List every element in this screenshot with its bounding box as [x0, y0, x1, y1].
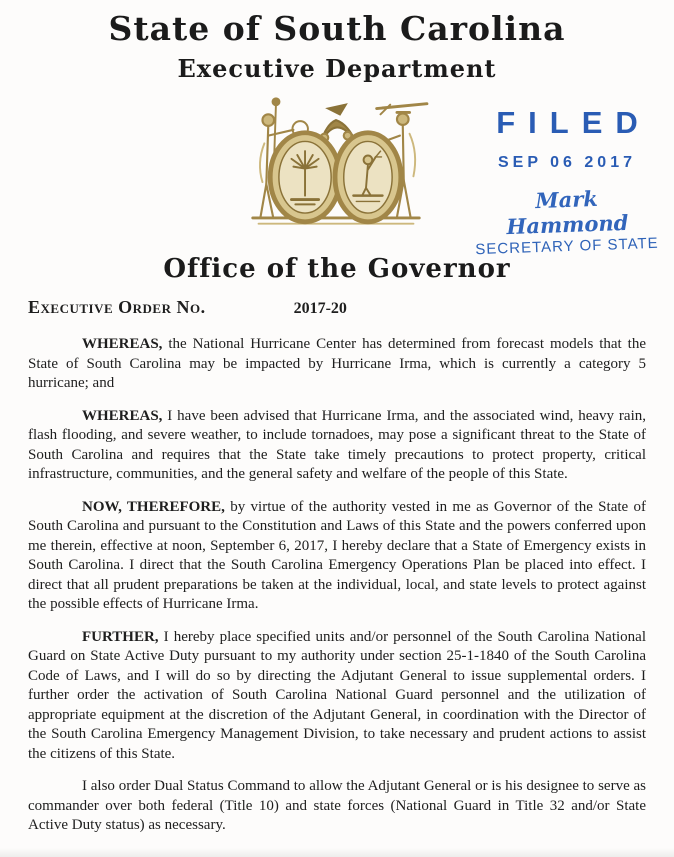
paragraph-text: the National Hurricane Center has determined from forecast models that the State of South Carolina may be impacted by Hurricane Irma, which is currently a category 5 hurricane; and — [28, 336, 646, 391]
document-subtitle: Executive Department — [177, 54, 497, 83]
paragraph-whereas-1 — [28, 335, 646, 394]
filed-stamp-text: FILED — [496, 105, 651, 140]
state-coat-of-arms-icon — [238, 95, 434, 245]
document-title: State of South Carolina — [108, 9, 566, 48]
paragraph-dual-status — [28, 777, 646, 836]
paragraph-lead: FURTHER, — [82, 628, 159, 645]
order-number-line — [0, 297, 674, 318]
order-number: 2017-20 — [293, 300, 347, 317]
filed-stamp — [472, 105, 662, 259]
paragraph-whereas-2 — [28, 407, 646, 485]
paragraph-lead: NOW, THEREFORE, — [82, 498, 225, 515]
paragraph-text: by virtue of the authority vested in me as Governor of the State of South Carolina and pursuant to the Constitution and Laws of this State and the powers conferred upon me therein, effective at noon, September 6, 2017, I hereby declare that a State of Emergency exists in South Carolina. I direct that the South Carolina Emergency Operations Plan be placed into effect. I direct that all prudent preparations be taken at the individual, local, and state levels to protect against the possible effects of Hurricane Irma. — [28, 498, 646, 612]
paragraph-text: I also order Dual Status Command to allow the Adjutant General or is his designee to serve as commander over both federal (Title 10) and state forces (National Guard in Title 32 and/or State Active Duty status) as necessary. — [28, 778, 646, 833]
paragraph-text: I have been advised that Hurricane Irma, and the associated wind, heavy rain, flash flooding, and severe weather, to include tornadoes, may pose a significant threat to the State of South Carolina and requires that the State take timely precautions to protect property, critical infrastructure, communities, and the general safety and welfare of the people of this State. — [28, 407, 646, 482]
order-label: Executive Order No. — [28, 297, 206, 317]
filed-stamp-date: SEP 06 2017 — [497, 154, 636, 171]
paragraph-further — [28, 628, 646, 765]
paragraph-lead: WHEREAS, — [82, 407, 163, 424]
office-of-governor-title: Office of the Governor — [163, 254, 511, 284]
paragraph-now-therefore — [28, 498, 646, 615]
order-body — [0, 335, 674, 836]
seal-and-stamp-row — [0, 89, 674, 259]
secretary-signature: Mark Hammond — [506, 185, 629, 240]
secretary-of-state-title: SECRETARY OF STATE — [475, 234, 659, 259]
paragraph-lead: WHEREAS, — [82, 336, 163, 352]
paragraph-text: I hereby place specified units and/or personnel of the South Carolina National Guard on State Active Duty pursuant to my authority under section 25-1-1840 of the South Carolina Code of Laws, and I will do so by directing the Adjutant General to issue supplemental orders. I further order the activation of South Carolina National Guard personnel and the utilization of appropriate equipment at the discretion of the Adjutant General, in coordination with the Director of the South Carolina Emergency Management Division, to take necessary and prudent actions to assist the citizens of this State. — [28, 628, 646, 762]
